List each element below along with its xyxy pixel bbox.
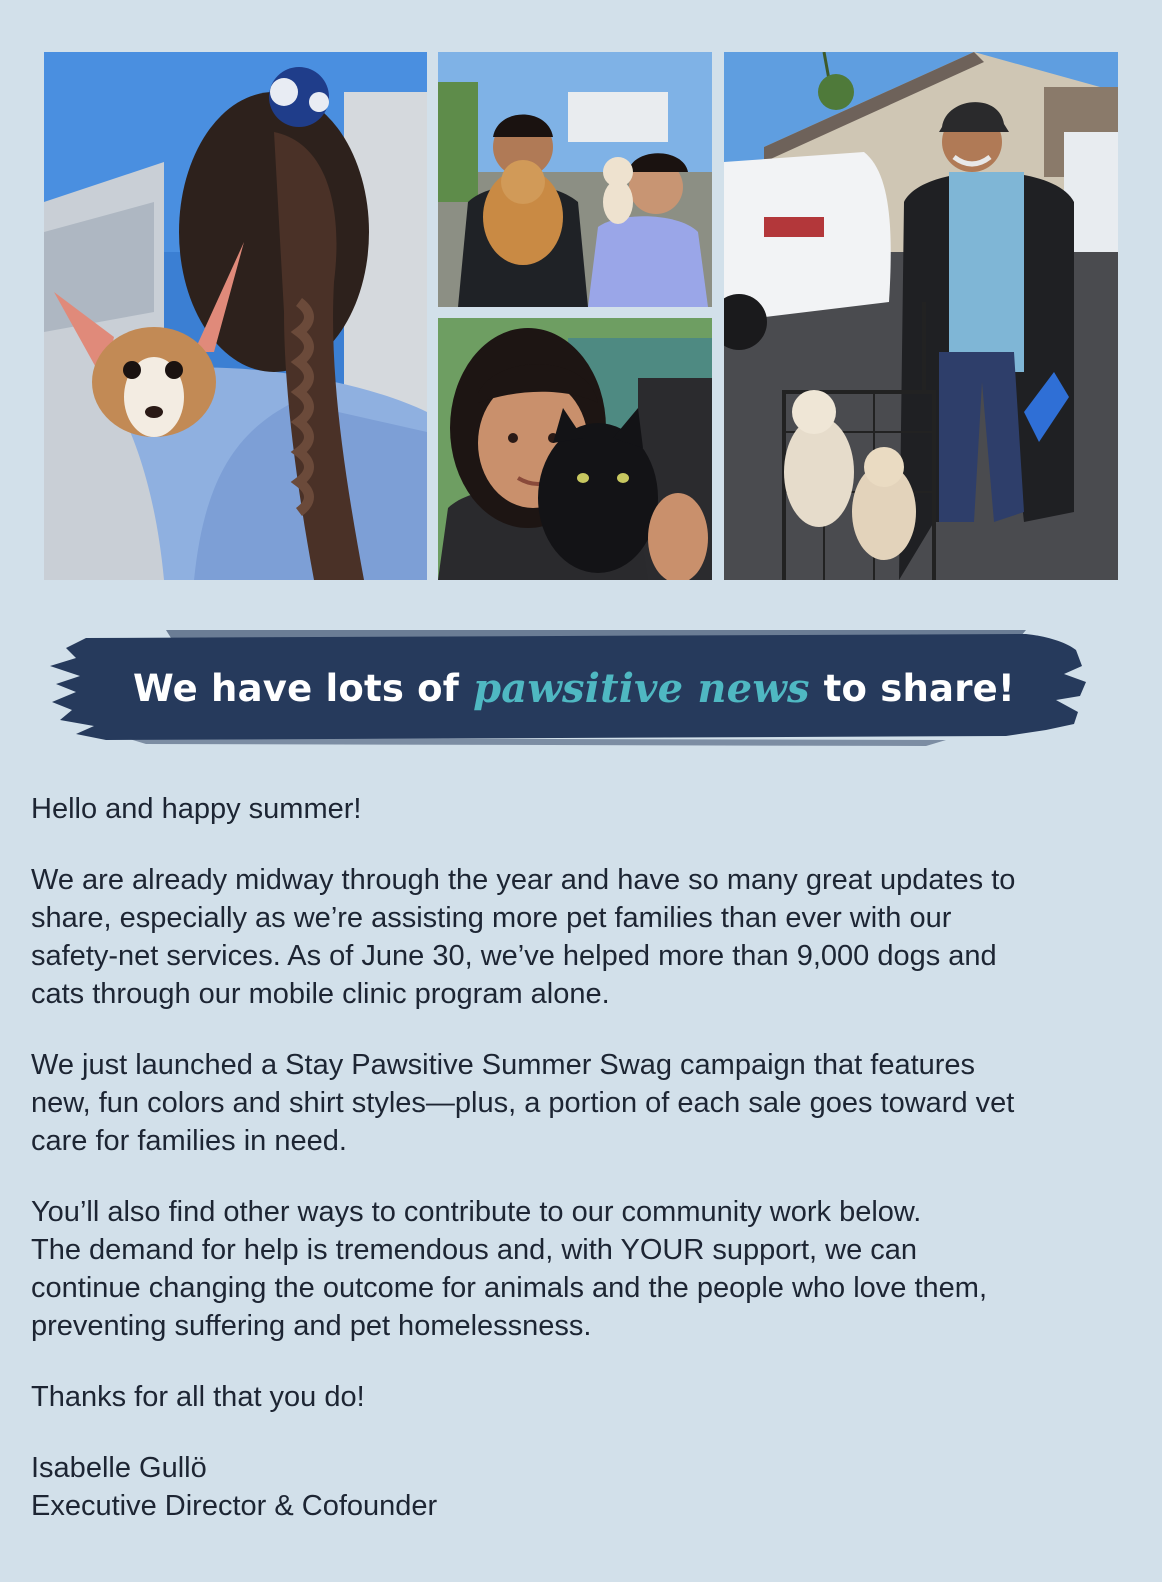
pawsitive-news-banner [46,630,1096,746]
photo-chihuahua-braid [44,52,427,580]
letter-body [31,790,1131,1525]
photo-man-dogs-cart [724,52,1118,580]
banner-suffix: to share! [823,666,1016,710]
greeting: Hello and happy summer! [31,793,362,825]
signature [31,1449,1131,1525]
banner-prefix: We have lots of [132,666,460,710]
banner-accent: pawsitive news [473,664,810,712]
photo-couple-dogs [438,52,712,307]
paragraph-contribute: You’ll also find other ways to contribute to our community work below. The demand for help is tremendous and, with YOUR support, we can continue changing the outcome for animals and the people who love them, preventing suffering and pet homelessness. [31,1196,988,1342]
thanks: Thanks for all that you do! [31,1381,365,1413]
photo-collage [44,52,1118,580]
banner-headline [46,630,1096,746]
signature-name: Isabelle Gullö [31,1452,207,1484]
paragraph-swag-campaign: We just launched a Stay Pawsitive Summer Swag campaign that features new, fun colors and shirt styles—plus, a portion of each sale goes toward vet care for families in need. [31,1049,1015,1157]
paragraph-updates: We are already midway through the year and have so many great updates to share, especially as we’re assisting more pet families than ever with our safety-net services. As of June 30, we’ve helped more than 9,000 dogs and cats through our mobile clinic program alone. [31,864,1016,1010]
photo-woman-black-cat [438,318,712,580]
signature-title: Executive Director & Cofounder [31,1490,438,1522]
